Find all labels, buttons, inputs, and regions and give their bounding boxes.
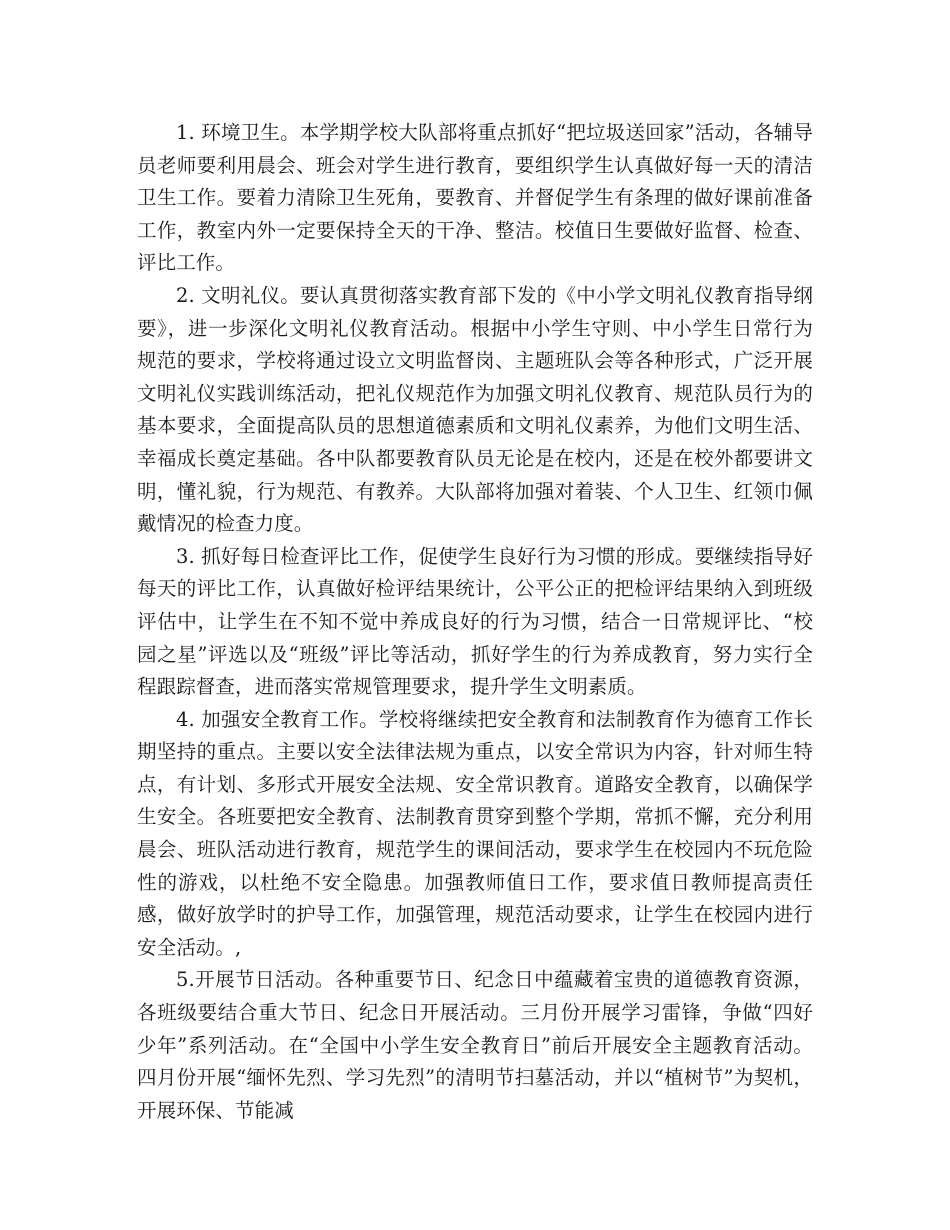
paragraph-environment-hygiene: 1. 环境卫生。本学期学校大队部将重点抓好“把垃圾送回家”活动，各辅导员老师要利用晨会、班会对学生进行教育，要组织学生认真做好每一天的清洁卫生工作。要着力清除卫生死角，要教育、并督促学生有条理的做好课前准备工作，教室内外一定要保持全天的干净、整洁。校值日生要做好监督、检查、评比工作。 <box>137 121 813 275</box>
paragraph-safety-education: 4. 加强安全教育工作。学校将继续把安全教育和法制教育作为德育工作长期坚持的重点。主要以安全法律法规为重点，以安全常识为内容，针对师生特点，有计划、多形式开展安全法规、安全常识教育。道路安全教育，以确保学生安全。各班要把安全教育、法制教育贯穿到整个学期，常抓不懈，充分利用晨会、班队活动进行教育，规范学生的课间活动，要求学生在校园内不玩危险性的游戏，以杜绝不安全隐患。加强教师值日工作，要求值日教师提高责任感，做好放学时的护导工作，加强管理，规范活动要求，让学生在校园内进行安全活动。, <box>137 707 813 959</box>
paragraph-civility-etiquette: 2. 文明礼仪。要认真贯彻落实教育部下发的《中小学文明礼仪教育指导纲要》，进一步深化文明礼仪教育活动。根据中小学生守则、中小学生日常行为规范的要求，学校将通过设立文明监督岗、主题班队会等各种形式，广泛开展文明礼仪实践训练活动，把礼仪规范作为加强文明礼仪教育、规范队员行为的基本要求，全面提高队员的思想道德素质和文明礼仪素养，为他们文明生活、幸福成长奠定基础。各中队都要教育队员无论是在校内，还是在校外都要讲文明，懂礼貌，行为规范、有教养。大队部将加强对着装、个人卫生、红领巾佩戴情况的检查力度。 <box>137 283 813 536</box>
document-body <box>137 117 813 1127</box>
paragraph-daily-inspection: 3. 抓好每日检查评比工作，促使学生良好行为习惯的形成。要继续指导好每天的评比工作，认真做好检评结果统计，公平公正的把检评结果纳入到班级评估中，让学生在不知不觉中养成良好的行为习惯，结合一日常规评比、“校园之星”评选以及“班级”评比等活动，抓好学生的行为养成教育，努力实行全程跟踪督查，进而落实常规管理要求，提升学生文明素质。 <box>137 544 813 699</box>
paragraph-festival-activities: 5.开展节日活动。各种重要节日、纪念日中蕴藏着宝贵的道德教育资源，各班级要结合重大节日、纪念日开展活动。三月份开展学习雷锋，争做“四好少年”系列活动。在“全国中小学生安全教育日”前后开展安全主题教育活动。四月份开展“缅怀先烈、学习先烈”的清明节扫墓活动，并以“植树节”为契机，开展环保、节能减 <box>137 968 813 1122</box>
